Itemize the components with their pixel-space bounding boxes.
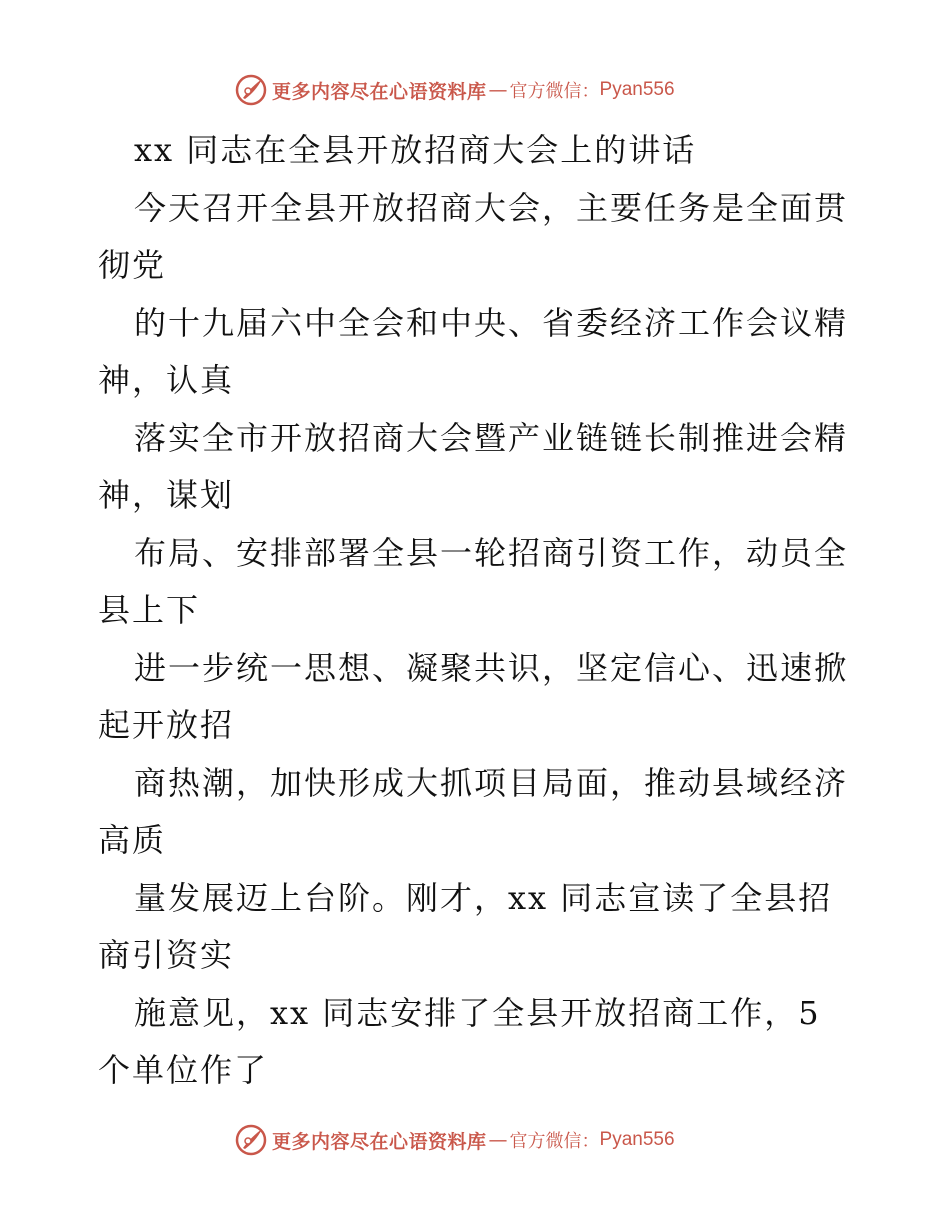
paragraph-line: 高质 — [98, 821, 167, 859]
watermark-wechat-id: Pyan556 — [599, 1129, 675, 1150]
watermark-main-text: 更多内容尽在心语资料库 — [272, 80, 487, 103]
paragraph-line: 落实全市开放招商大会暨产业链链长制推进会精 — [134, 418, 849, 457]
watermark-separator: — — [488, 79, 508, 101]
paragraph-line: 今天召开全县开放招商大会，主要任务是全面贯 — [134, 188, 849, 227]
watermark-wechat-label: 官方微信： — [509, 1131, 600, 1152]
paragraph-line: 县上下 — [98, 591, 201, 629]
paragraph-line: 起开放招 — [98, 706, 235, 744]
paragraph-line: 的十九届六中全会和中央、省委经济工作会议精 — [134, 303, 849, 342]
watermark-wechat-label: 官方微信： — [509, 81, 600, 102]
document-title: xx 同志在全县开放招商大会上的讲话 — [134, 131, 697, 169]
header-watermark — [234, 72, 675, 108]
paragraph-line: 量发展迈上台阶。刚才，xx 同志宣读了全县招 — [134, 878, 833, 917]
quill-logo-icon — [234, 73, 268, 107]
watermark-main-text: 更多内容尽在心语资料库 — [272, 1130, 487, 1153]
paragraph-line: 神，认真 — [98, 361, 235, 399]
watermark-wechat-id: Pyan556 — [599, 79, 675, 100]
paragraph-line: 施意见，xx 同志安排了全县开放招商工作，5 — [134, 993, 821, 1032]
paragraph-line: 布局、安排部署全县一轮招商引资工作，动员全 — [134, 533, 849, 572]
paragraph-line: 商引资实 — [98, 936, 235, 974]
paragraph-line: 进一步统一思想、凝聚共识，坚定信心、迅速掀 — [134, 648, 849, 687]
watermark-separator: — — [488, 1129, 508, 1151]
paragraph-line: 个单位作了 — [98, 1051, 269, 1089]
paragraph-line: 彻党 — [98, 246, 167, 284]
footer-watermark — [234, 1122, 675, 1158]
quill-logo-icon — [234, 1123, 268, 1157]
paragraph-line: 神，谋划 — [98, 476, 235, 514]
document-body — [98, 122, 858, 1100]
paragraph-line: 商热潮，加快形成大抓项目局面，推动县域经济 — [134, 763, 849, 802]
